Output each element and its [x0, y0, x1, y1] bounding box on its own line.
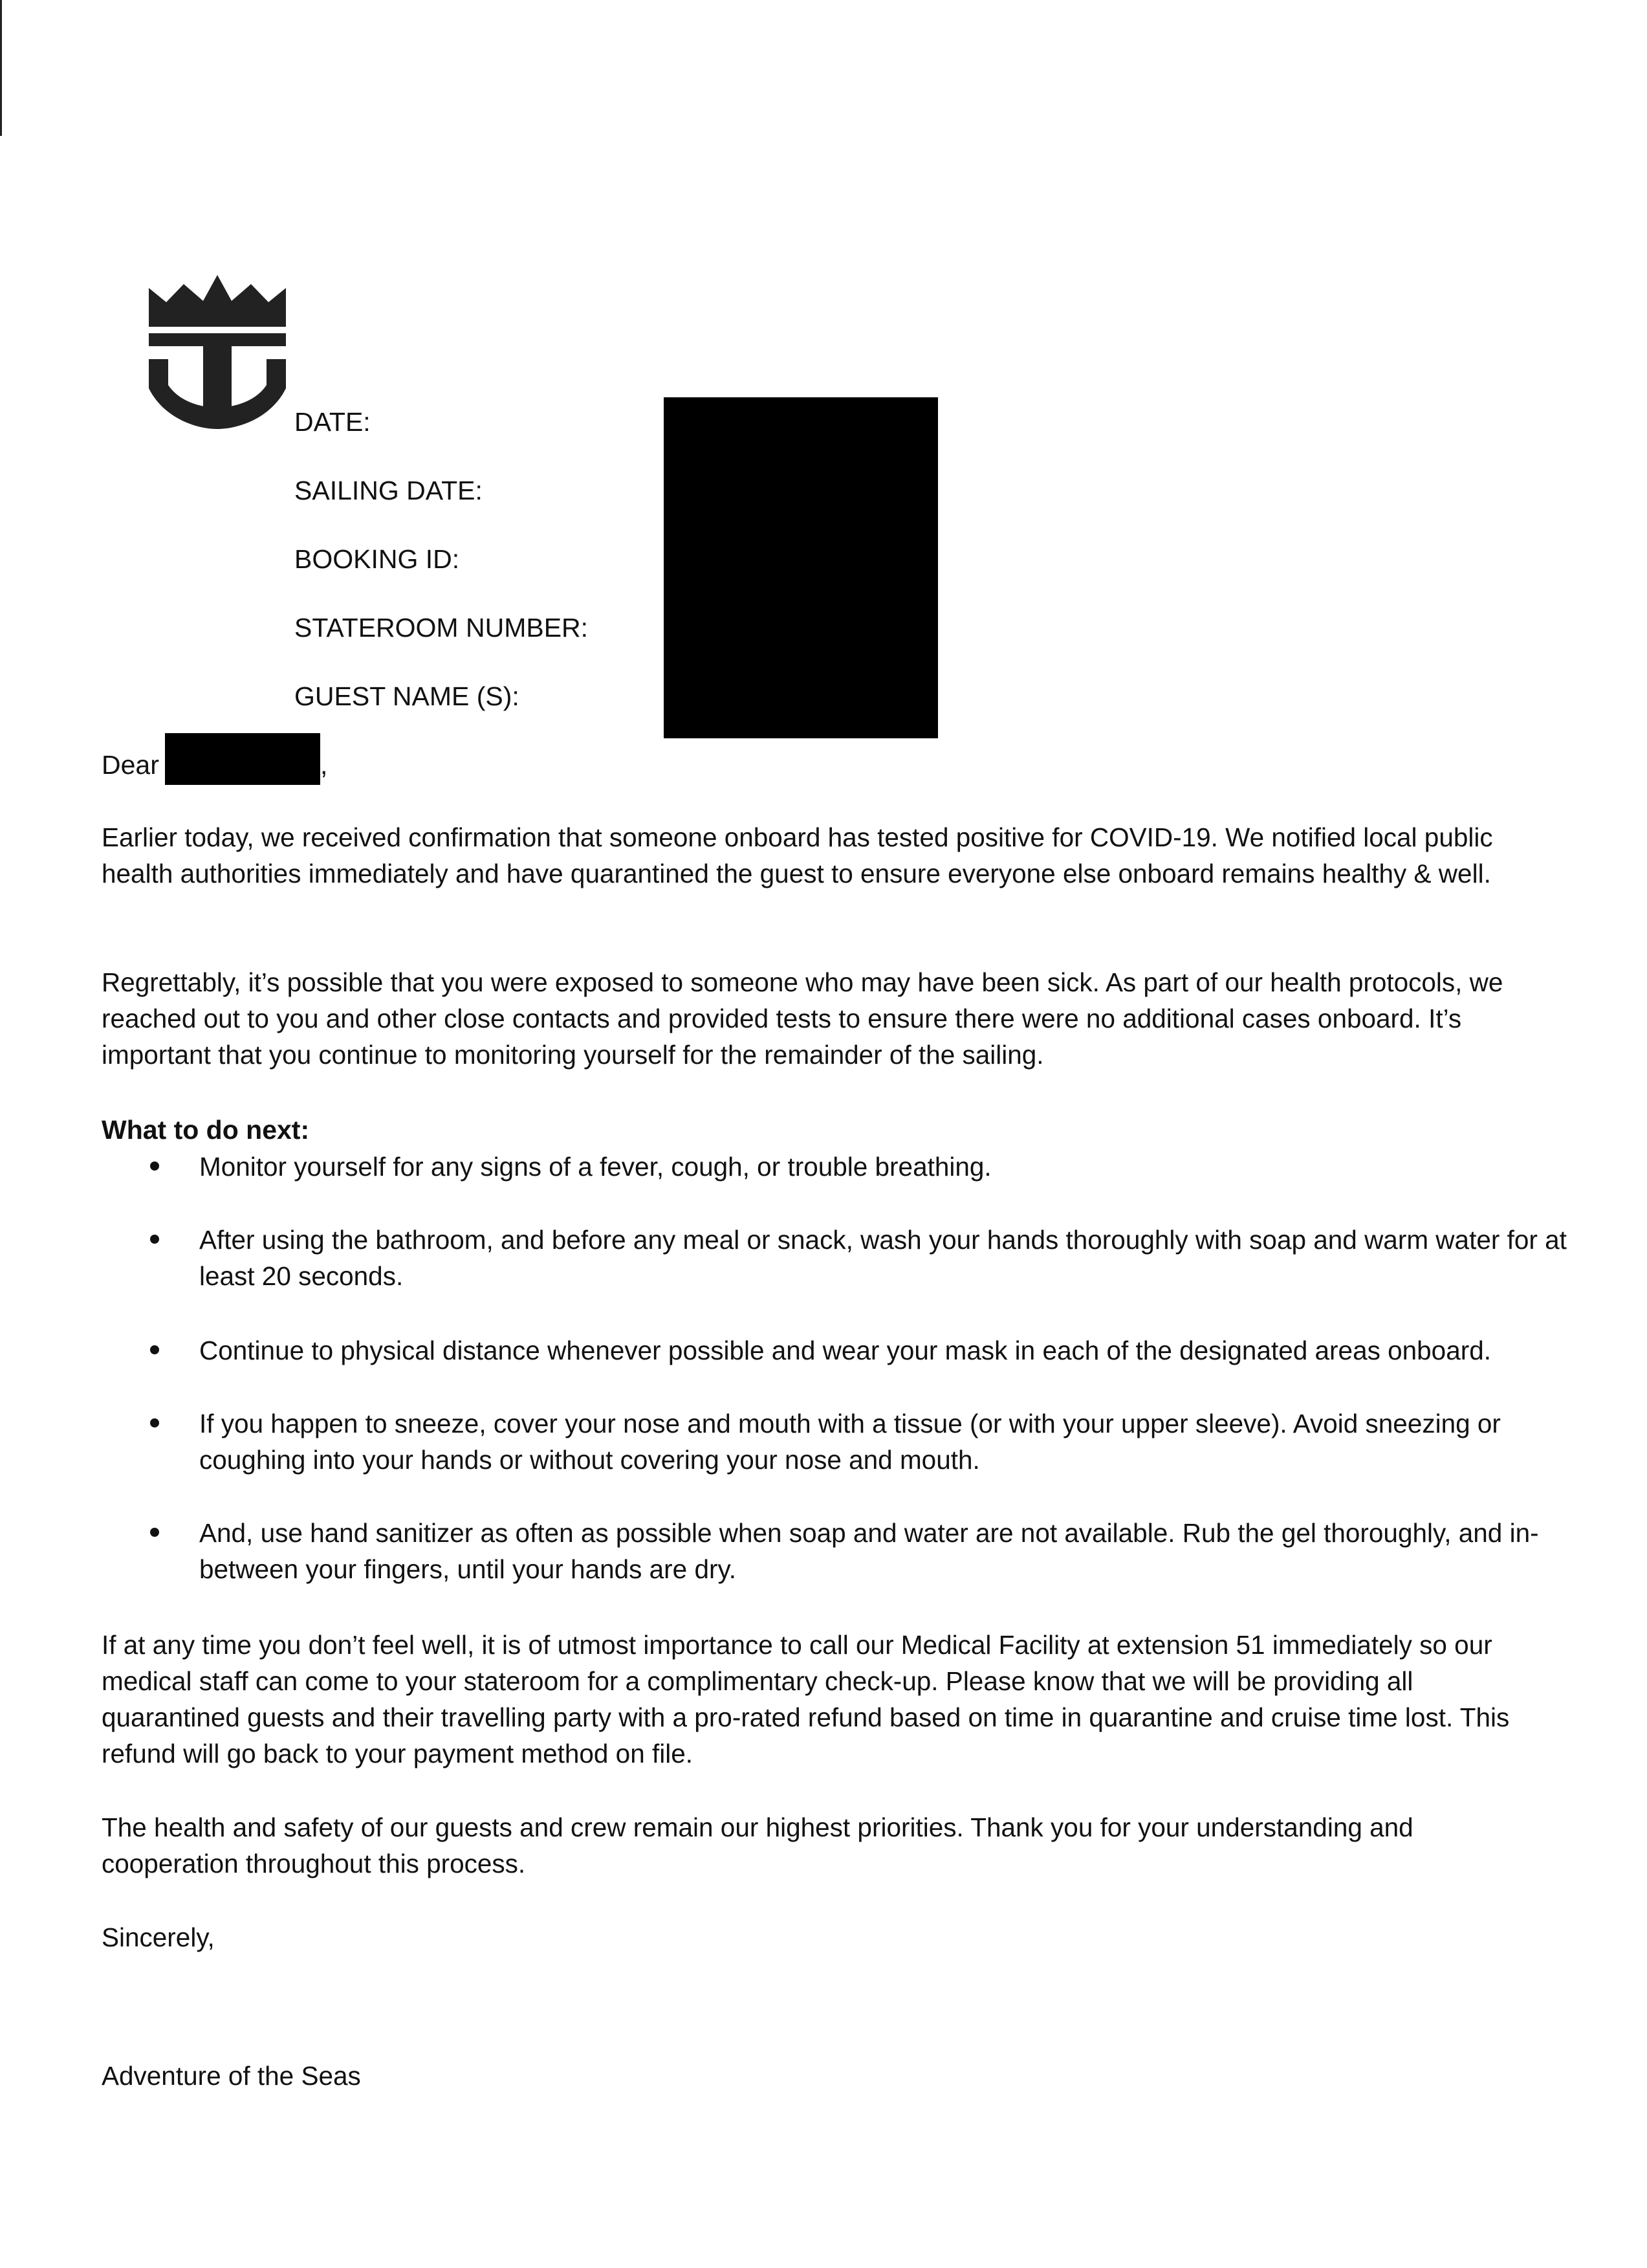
paragraph-confirmation: Earlier today, we received confirmation that someone onboard has tested positive for COVID-19. We notified local public health authorities immediately and have quarantined the guest to ensure everyone else onboard remains healthy & well.	[102, 822, 1493, 888]
list-item-text: If you happen to sneeze, cover your nose and mouth with a tissue (or with your upper sleeve). Avoid sneezing or coughing into your hands or without covering your nose and mouth.	[199, 1409, 1501, 1475]
list-item	[199, 1515, 1571, 1587]
redacted-guest-name	[165, 733, 320, 785]
list-item	[199, 1405, 1571, 1478]
list-item-text: And, use hand sanitizer as often as possible when soap and water are not available. Rub the gel thoroughly, and in-between your fingers, until your hands are dry.	[199, 1518, 1539, 1584]
list-item-text: Monitor yourself for any signs of a fever, cough, or trouble breathing.	[199, 1152, 992, 1182]
closing-sign-off: Sincerely,	[102, 1922, 215, 1952]
date-label: DATE:	[294, 407, 371, 437]
list-item	[199, 1332, 1571, 1369]
next-steps-heading: What to do next:	[102, 1115, 310, 1145]
paragraph-medical-facility: If at any time you don’t feel well, it is of utmost importance to call our Medical Facility at extension 51 immediately so our medical staff can come to your stateroom for a complimentary check-up. Please know that we will be providing all quarantined guests and their travelling party with a pro-rated refund based on time in quarantine and cruise time lost. This refund will go back to your payment method on file.	[102, 1630, 1510, 1768]
list-item-text: Continue to physical distance whenever possible and wear your mask in each of the designated areas onboard.	[199, 1336, 1491, 1365]
redacted-booking-details	[664, 397, 938, 738]
list-item	[199, 1222, 1571, 1294]
page-edge-mark	[0, 0, 2, 136]
bullet-icon	[150, 1345, 159, 1354]
bullet-icon	[150, 1162, 159, 1171]
paragraph-health-safety: The health and safety of our guests and crew remain our highest priorities. Thank you for your understanding and cooperation throughout this process.	[102, 1812, 1413, 1878]
paragraph-exposure: Regrettably, it’s possible that you were exposed to someone who may have been sick. As part of our health protocols, we reached out to you and other close contacts and provided tests to ensure there were no additional cases onboard. It’s important that you continue to monitoring yourself for the remainder of the sailing.	[102, 967, 1503, 1070]
bullet-icon	[150, 1235, 159, 1244]
salutation-comma: ,	[320, 750, 328, 780]
bullet-icon	[150, 1528, 159, 1537]
crown-anchor-logo-icon	[149, 275, 286, 430]
list-item-text: After using the bathroom, and before any meal or snack, wash your hands thoroughly with soap and warm water for at least 20 seconds.	[199, 1225, 1567, 1291]
list-item	[199, 1149, 1571, 1185]
bullet-icon	[150, 1418, 159, 1427]
closing-signature: Adventure of the Seas	[102, 2061, 361, 2091]
stateroom-number-label: STATEROOM NUMBER:	[294, 613, 589, 643]
guest-names-label: GUEST NAME (S):	[294, 681, 519, 711]
salutation-greeting: Dear	[102, 750, 159, 780]
sailing-date-label: SAILING DATE:	[294, 476, 483, 505]
booking-id-label: BOOKING ID:	[294, 544, 460, 574]
